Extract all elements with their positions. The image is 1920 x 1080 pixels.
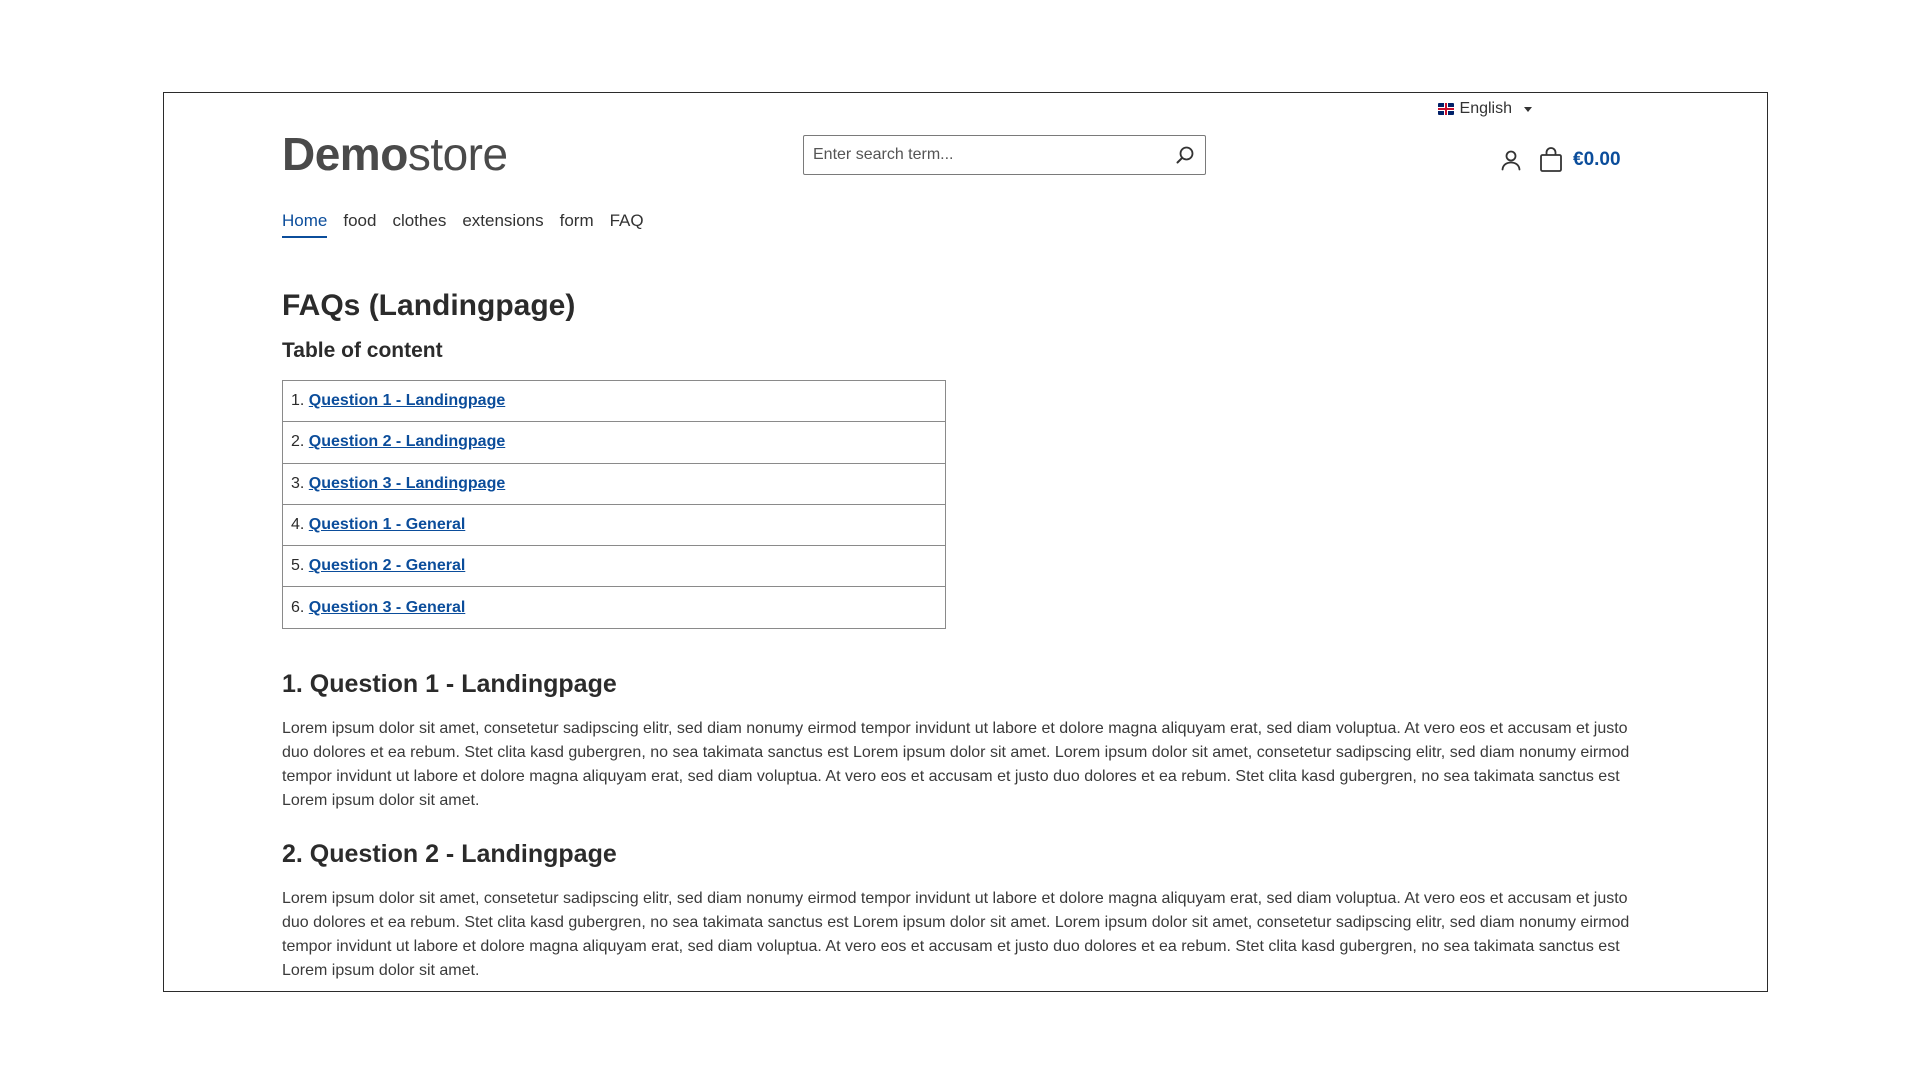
toc-title: Table of content bbox=[282, 339, 443, 362]
shopping-bag-icon bbox=[1539, 147, 1563, 173]
main-navigation bbox=[282, 211, 644, 238]
nav-item-food[interactable]: food bbox=[343, 211, 377, 230]
search-button[interactable] bbox=[1165, 136, 1205, 174]
nav-item-faq[interactable]: FAQ bbox=[609, 211, 644, 230]
nav-item-clothes[interactable]: clothes bbox=[392, 211, 447, 230]
page-title: FAQs (Landingpage) bbox=[282, 289, 576, 322]
toc-row bbox=[283, 587, 946, 628]
toc-link[interactable]: Question 3 - General bbox=[308, 598, 466, 616]
cart-button[interactable] bbox=[1539, 147, 1621, 173]
nav-item-form[interactable]: form bbox=[559, 211, 594, 230]
logo-light-text: store bbox=[407, 128, 508, 180]
toc-row bbox=[283, 463, 946, 504]
toc-link[interactable]: Question 1 - Landingpage bbox=[308, 392, 506, 410]
chevron-down-icon bbox=[1524, 107, 1532, 112]
account-button[interactable] bbox=[1496, 145, 1526, 175]
toc-row bbox=[283, 381, 946, 422]
search-icon bbox=[1175, 145, 1195, 165]
store-logo[interactable] bbox=[282, 127, 508, 181]
nav-item-home[interactable]: Home bbox=[282, 211, 327, 238]
toc-row bbox=[283, 546, 946, 587]
search-input[interactable] bbox=[804, 136, 1165, 174]
toc-link[interactable]: Question 2 - Landingpage bbox=[308, 433, 506, 451]
faq-answer-text: Lorem ipsum dolor sit amet, consetetur sadipscing elitr, sed diam nonumy eirmod tempor invidunt ut labore et dolore magna aliquyam erat, sed diam voluptua. At vero eos et accusam et justo duo dolores et ea rebum. Stet clita kasd gubergren, no sea takimata sanctus est Lorem ipsum dolor sit amet. Lorem ipsum dolor sit amet, consetetur sadipscing elitr, sed diam nonumy eirmod tempor invidunt ut labore et dolore magna aliquyam erat, sed diam voluptua. At vero eos et accusam et justo duo dolores et ea rebum. Stet clita kasd gubergren, no sea takimata sanctus est Lorem ipsum dolor sit amet. bbox=[282, 890, 1630, 979]
toc-number: 3. bbox=[291, 474, 305, 492]
faq-answer-text: Lorem ipsum dolor sit amet, consetetur sadipscing elitr, sed diam nonumy eirmod tempor invidunt ut labore et dolore magna aliquyam erat, sed diam voluptua. At vero eos et accusam et justo duo dolores et ea rebum. Stet clita kasd gubergren, no sea takimata sanctus est Lorem ipsum dolor sit amet. Lorem ipsum dolor sit amet, consetetur sadipscing elitr, sed diam nonumy eirmod tempor invidunt ut labore et dolore magna aliquyam erat, sed diam voluptua. At vero eos et accusam et justo duo dolores et ea rebum. Stet clita kasd gubergren, no sea takimata sanctus est Lorem ipsum dolor sit amet. bbox=[282, 720, 1630, 809]
faq-question-heading: 1. Question 1 - Landingpage bbox=[282, 670, 617, 698]
toc-number: 1. bbox=[291, 392, 305, 410]
faq-question-heading: 2. Question 2 - Landingpage bbox=[282, 840, 617, 868]
table-of-contents bbox=[282, 380, 946, 629]
language-label: English bbox=[1459, 100, 1512, 117]
cart-total: €0.00 bbox=[1573, 149, 1621, 170]
toc-number: 6. bbox=[291, 598, 305, 616]
toc-number: 5. bbox=[291, 557, 305, 575]
toc-link[interactable]: Question 2 - General bbox=[308, 557, 466, 575]
toc-row bbox=[283, 422, 946, 463]
toc-link[interactable]: Question 3 - Landingpage bbox=[308, 474, 506, 492]
user-icon bbox=[1500, 149, 1522, 171]
toc-link[interactable]: Question 1 - General bbox=[308, 516, 466, 534]
nav-item-extensions[interactable]: extensions bbox=[462, 211, 544, 230]
toc-number: 4. bbox=[291, 516, 305, 534]
uk-flag-icon bbox=[1438, 103, 1454, 115]
search-box bbox=[803, 135, 1206, 175]
language-switcher[interactable] bbox=[1438, 100, 1532, 118]
logo-bold-text: Demo bbox=[282, 128, 408, 180]
browser-viewport bbox=[163, 92, 1768, 992]
toc-number: 2. bbox=[291, 433, 305, 451]
header-actions bbox=[1496, 145, 1621, 175]
toc-row bbox=[283, 504, 946, 545]
